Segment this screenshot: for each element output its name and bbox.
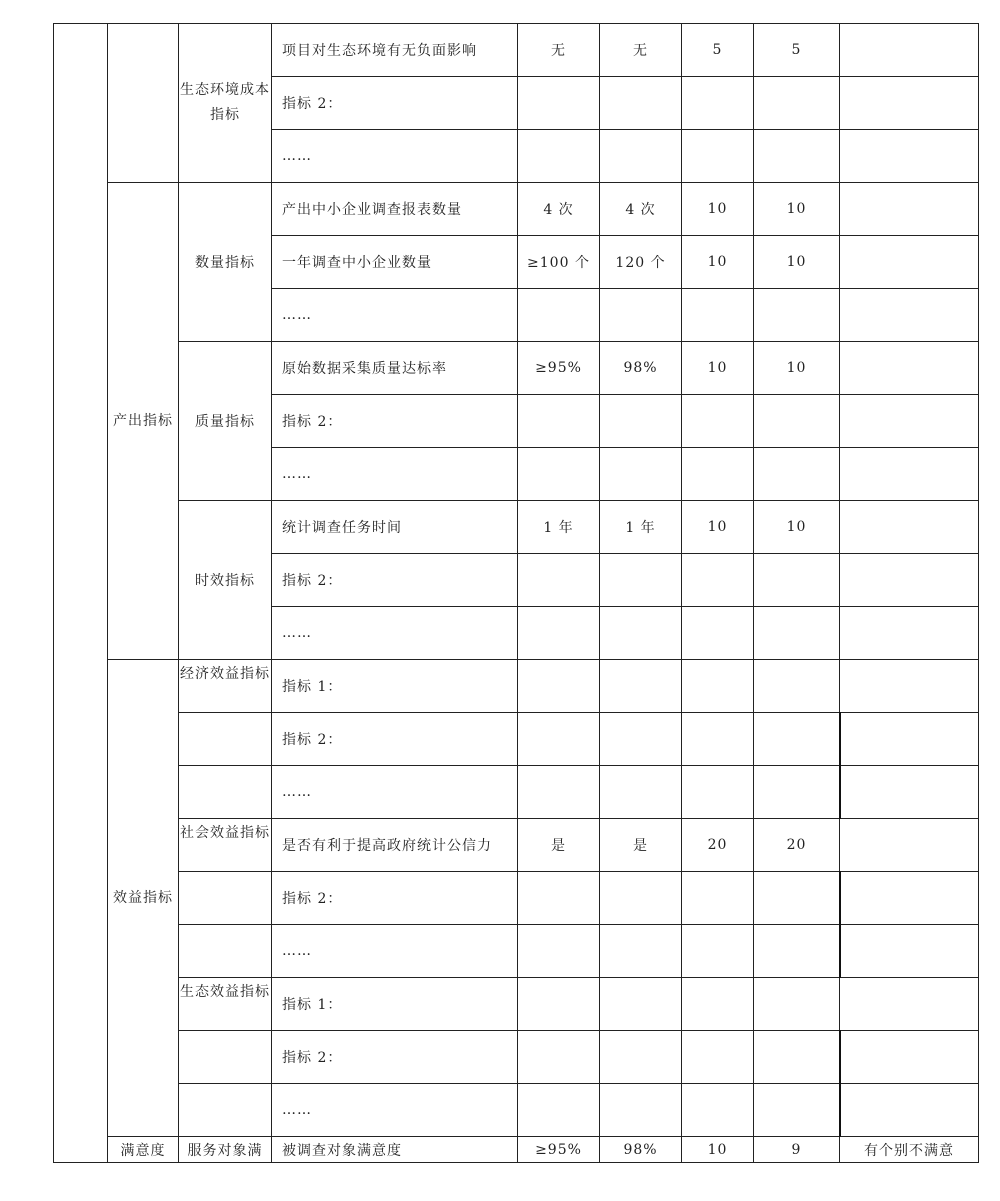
table-row [54, 819, 979, 872]
score-cell [754, 448, 840, 501]
note-cell [840, 1084, 979, 1137]
indicator-cell: …… [272, 607, 518, 660]
table-row [54, 501, 979, 554]
category-output: 产出指标 [108, 183, 179, 660]
target-cell [518, 289, 600, 342]
note-cell [840, 395, 979, 448]
note-cell [840, 607, 979, 660]
actual-cell [600, 978, 682, 1031]
target-cell [518, 1031, 600, 1084]
target-cell [518, 713, 600, 766]
subcategory-ecological: 生态效益指标 [179, 978, 272, 1031]
subcategory-cell-blank [179, 872, 272, 925]
actual-cell [600, 77, 682, 130]
table-row [54, 1084, 979, 1137]
indicator-cell: …… [272, 130, 518, 183]
subcategory-cell-blank [179, 766, 272, 819]
score-cell [754, 1084, 840, 1137]
indicator-cell: …… [272, 925, 518, 978]
note-cell [840, 24, 979, 77]
subcategory-social: 社会效益指标 [179, 819, 272, 872]
weight-cell: 10 [682, 501, 754, 554]
score-cell: 20 [754, 819, 840, 872]
actual-cell: 1 年 [600, 501, 682, 554]
table-row [54, 342, 979, 395]
score-cell [754, 395, 840, 448]
indicator-cell: 指标 2： [272, 77, 518, 130]
score-cell [754, 77, 840, 130]
actual-cell: 是 [600, 819, 682, 872]
score-cell: 10 [754, 501, 840, 554]
actual-cell [600, 1084, 682, 1137]
target-cell [518, 925, 600, 978]
target-cell [518, 1084, 600, 1137]
actual-cell [600, 395, 682, 448]
table-row [54, 1031, 979, 1084]
score-cell [754, 289, 840, 342]
score-cell: 9 [754, 1137, 840, 1163]
indicator-cell: 指标 2： [272, 554, 518, 607]
target-cell [518, 395, 600, 448]
note-cell [840, 1031, 979, 1084]
table-row [54, 872, 979, 925]
weight-cell [682, 395, 754, 448]
actual-cell: 120 个 [600, 236, 682, 289]
target-cell [518, 872, 600, 925]
actual-cell [600, 554, 682, 607]
weight-cell: 20 [682, 819, 754, 872]
score-cell: 10 [754, 183, 840, 236]
target-cell: 1 年 [518, 501, 600, 554]
target-cell: ≥95% [518, 1137, 600, 1163]
score-cell [754, 713, 840, 766]
note-cell [840, 501, 979, 554]
weight-cell: 10 [682, 183, 754, 236]
indicator-cell: 项目对生态环境有无负面影响 [272, 24, 518, 77]
weight-cell [682, 1084, 754, 1137]
actual-cell [600, 448, 682, 501]
score-cell [754, 1031, 840, 1084]
subcategory-cell-blank [179, 1031, 272, 1084]
actual-cell: 98% [600, 342, 682, 395]
table-row [54, 24, 979, 77]
indicator-cell: 统计调查任务时间 [272, 501, 518, 554]
subcategory-cell-blank [179, 713, 272, 766]
subcategory-timeliness: 时效指标 [179, 501, 272, 660]
note-cell [840, 925, 979, 978]
weight-cell [682, 77, 754, 130]
indicator-cell: …… [272, 289, 518, 342]
target-cell [518, 978, 600, 1031]
target-cell [518, 607, 600, 660]
actual-cell [600, 289, 682, 342]
score-cell [754, 660, 840, 713]
score-cell [754, 607, 840, 660]
weight-cell [682, 448, 754, 501]
note-cell [840, 236, 979, 289]
score-cell [754, 766, 840, 819]
indicator-cell: …… [272, 1084, 518, 1137]
actual-cell: 4 次 [600, 183, 682, 236]
weight-cell [682, 607, 754, 660]
performance-table [53, 23, 978, 1167]
weight-cell [682, 925, 754, 978]
target-cell: ≥100 个 [518, 236, 600, 289]
weight-cell [682, 766, 754, 819]
subcategory-cell-blank [179, 925, 272, 978]
target-cell: 4 次 [518, 183, 600, 236]
indicator-cell: 指标 2： [272, 872, 518, 925]
note-cell [840, 660, 979, 713]
note-cell [840, 819, 979, 872]
table-row [54, 978, 979, 1031]
score-cell [754, 925, 840, 978]
target-cell [518, 77, 600, 130]
weight-cell [682, 872, 754, 925]
note-cell [840, 448, 979, 501]
actual-cell [600, 130, 682, 183]
weight-cell [682, 289, 754, 342]
weight-cell [682, 1031, 754, 1084]
target-cell: 是 [518, 819, 600, 872]
actual-cell [600, 607, 682, 660]
target-cell [518, 130, 600, 183]
indicator-cell: 指标 2： [272, 713, 518, 766]
score-cell: 10 [754, 236, 840, 289]
subcategory-service: 服务对象满 [179, 1137, 272, 1163]
weight-cell [682, 978, 754, 1031]
score-cell [754, 978, 840, 1031]
note-cell [840, 130, 979, 183]
table-row [54, 660, 979, 713]
weight-cell: 10 [682, 1137, 754, 1163]
weight-cell: 10 [682, 342, 754, 395]
actual-cell [600, 872, 682, 925]
note-cell [840, 978, 979, 1031]
actual-cell [600, 660, 682, 713]
weight-cell [682, 130, 754, 183]
indicator-cell: 指标 2： [272, 395, 518, 448]
category-benefit: 效益指标 [108, 660, 179, 1137]
first-column-cell [54, 24, 108, 1163]
indicator-cell: 是否有利于提高政府统计公信力 [272, 819, 518, 872]
actual-cell [600, 925, 682, 978]
table-row [54, 1137, 979, 1163]
indicator-cell: …… [272, 766, 518, 819]
indicator-cell: 指标 1： [272, 978, 518, 1031]
table-row [54, 766, 979, 819]
score-cell [754, 130, 840, 183]
actual-cell: 98% [600, 1137, 682, 1163]
score-cell: 5 [754, 24, 840, 77]
indicator-cell: 原始数据采集质量达标率 [272, 342, 518, 395]
score-cell [754, 872, 840, 925]
target-cell [518, 766, 600, 819]
note-cell [840, 183, 979, 236]
weight-cell [682, 660, 754, 713]
target-cell [518, 660, 600, 713]
subcategory-quantity: 数量指标 [179, 183, 272, 342]
subcategory-economic: 经济效益指标 [179, 660, 272, 713]
table-row [54, 713, 979, 766]
target-cell: 无 [518, 24, 600, 77]
indicator-cell: …… [272, 448, 518, 501]
note-cell [840, 77, 979, 130]
indicator-cell: 产出中小企业调查报表数量 [272, 183, 518, 236]
actual-cell [600, 1031, 682, 1084]
weight-cell [682, 554, 754, 607]
target-cell [518, 448, 600, 501]
note-cell [840, 289, 979, 342]
indicator-cell: 指标 2： [272, 1031, 518, 1084]
subcategory-quality: 质量指标 [179, 342, 272, 501]
actual-cell: 无 [600, 24, 682, 77]
note-cell [840, 554, 979, 607]
indicator-cell: 指标 1： [272, 660, 518, 713]
note-cell [840, 766, 979, 819]
subcategory-cell-blank [179, 1084, 272, 1137]
table-row [54, 925, 979, 978]
weight-cell: 5 [682, 24, 754, 77]
note-cell [840, 872, 979, 925]
table-row [54, 183, 979, 236]
indicator-cell: 一年调查中小企业数量 [272, 236, 518, 289]
score-cell [754, 554, 840, 607]
subcategory-eco-cost: 生态环境成本指标 [179, 24, 272, 183]
target-cell [518, 554, 600, 607]
weight-cell [682, 713, 754, 766]
actual-cell [600, 713, 682, 766]
target-cell: ≥95% [518, 342, 600, 395]
note-cell: 有个别不满意 [840, 1137, 979, 1163]
category-cell-blank [108, 24, 179, 183]
score-cell: 10 [754, 342, 840, 395]
actual-cell [600, 766, 682, 819]
indicator-cell: 被调查对象满意度 [272, 1137, 518, 1163]
note-cell [840, 342, 979, 395]
weight-cell: 10 [682, 236, 754, 289]
category-satisfaction: 满意度 [108, 1137, 179, 1163]
note-cell [840, 713, 979, 766]
